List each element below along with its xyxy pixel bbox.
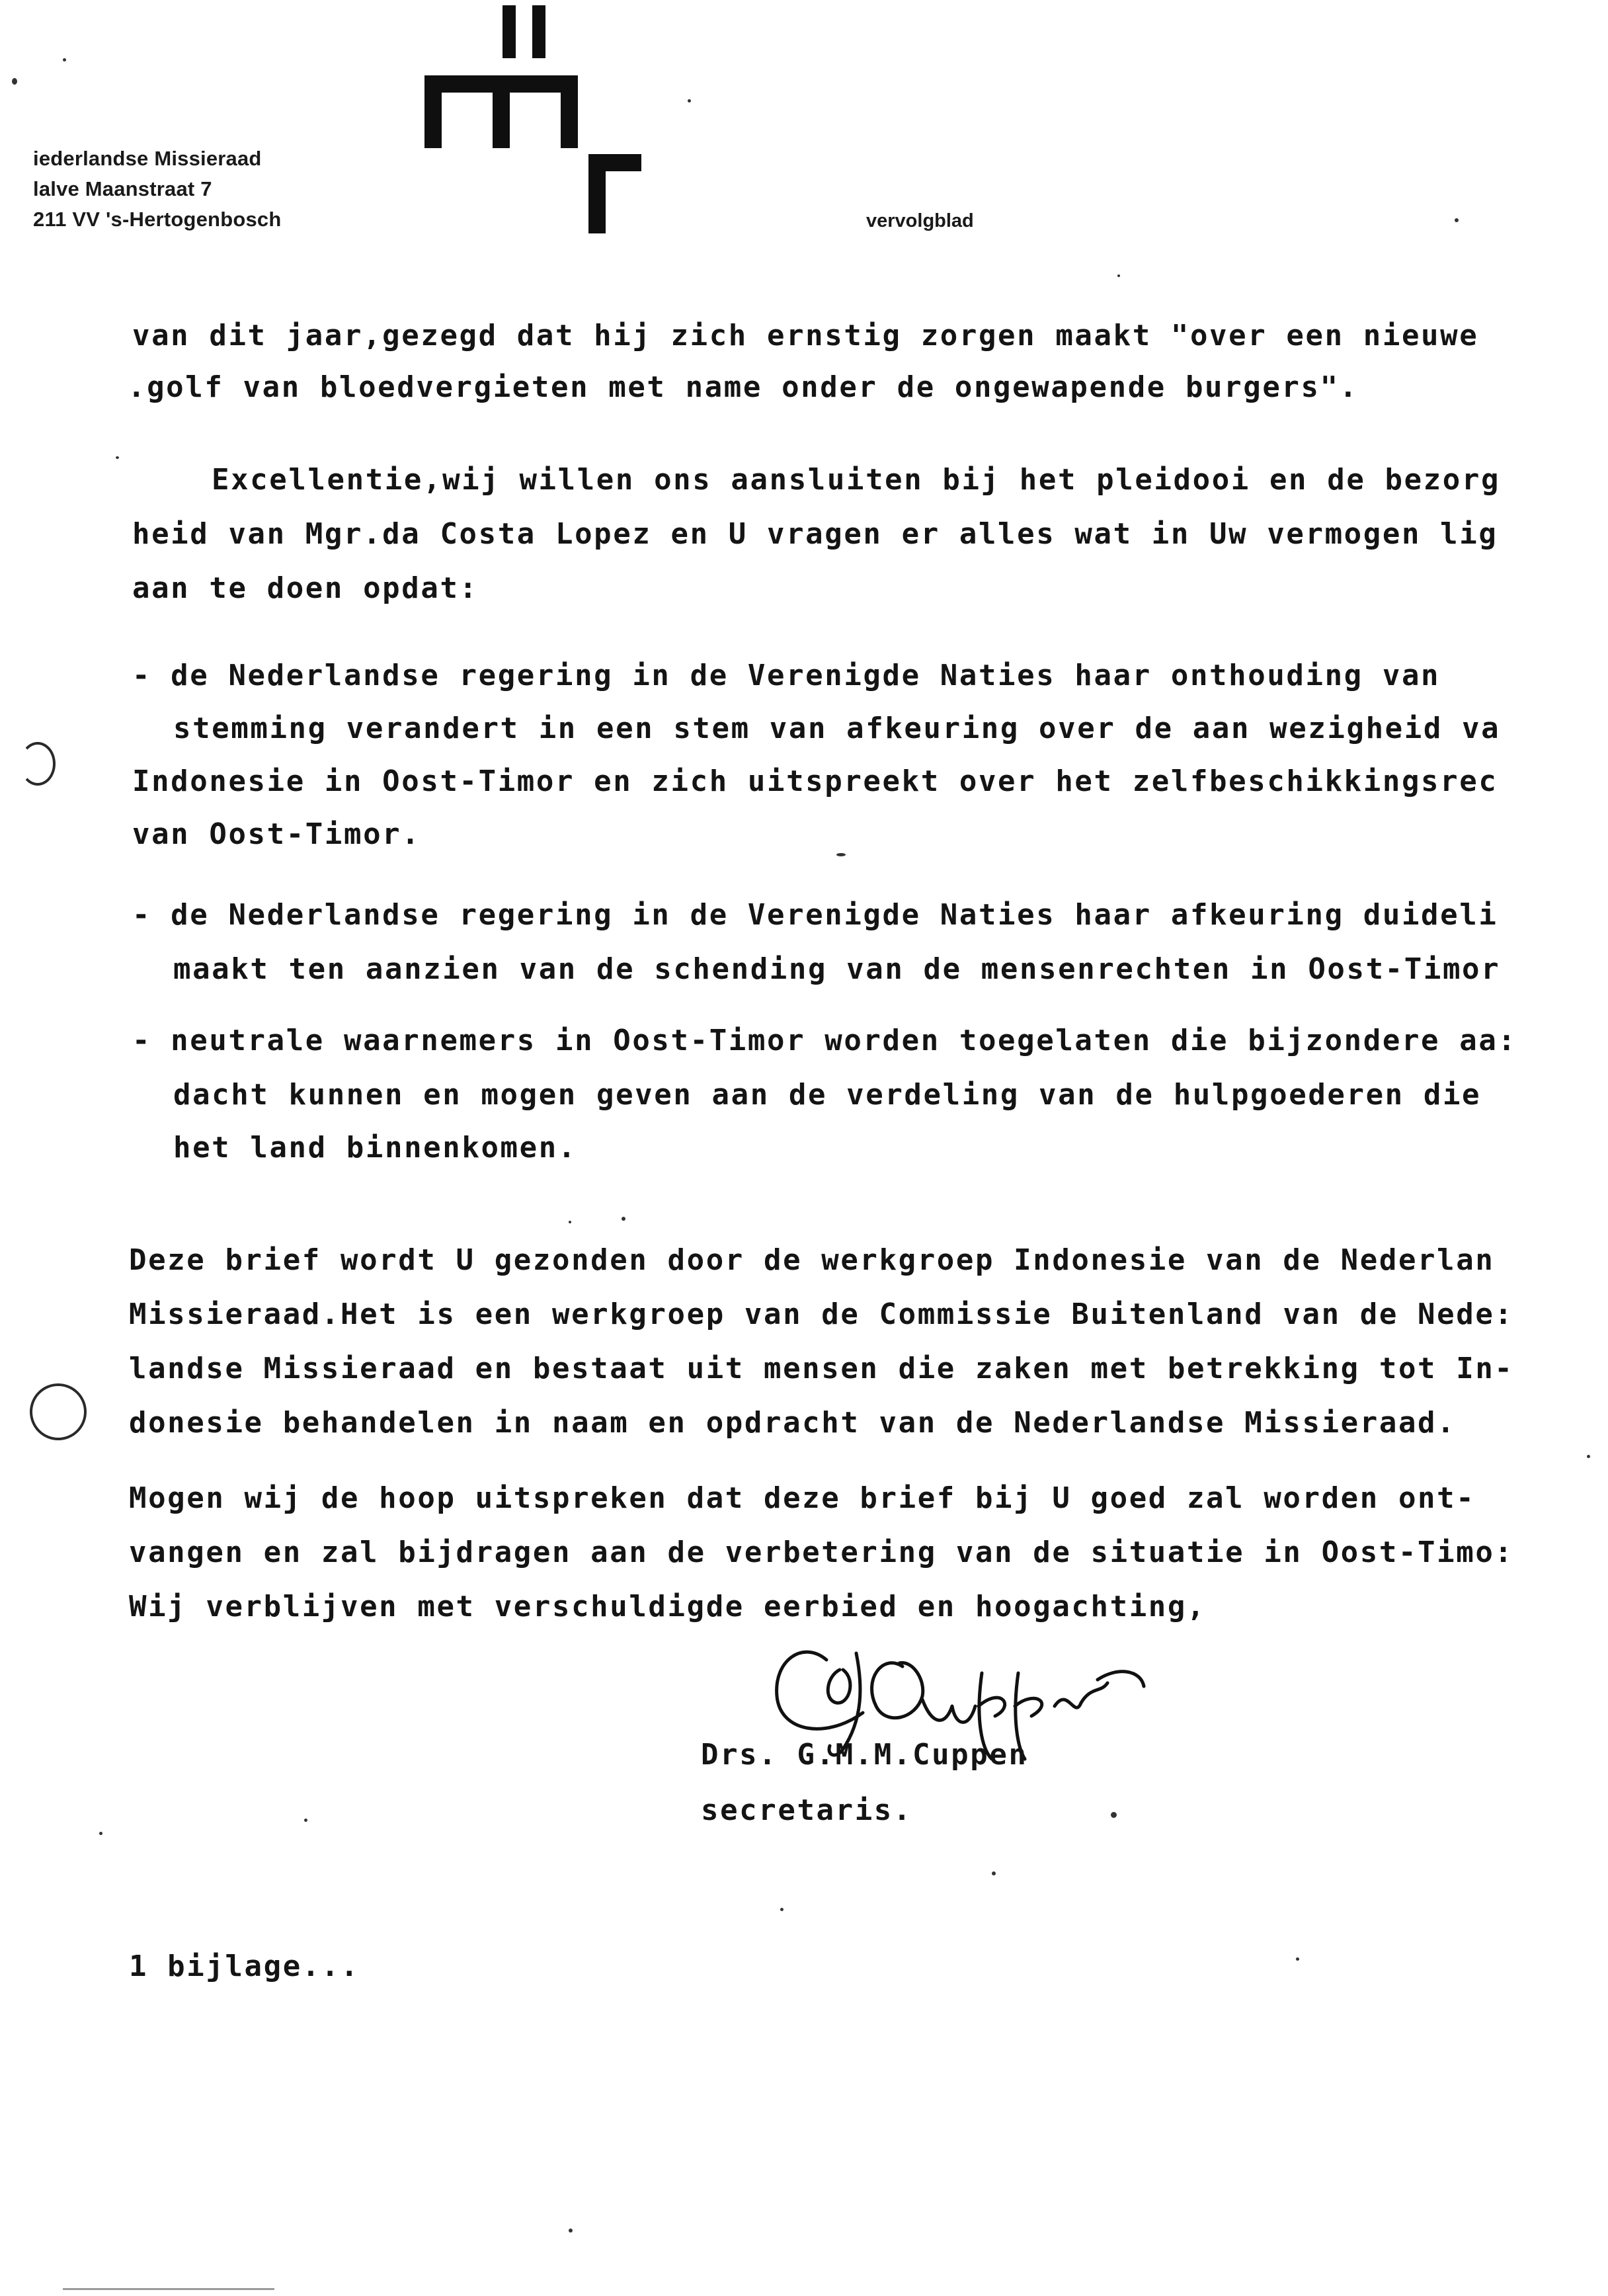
scan-speck xyxy=(688,99,691,102)
body-line: van Oost-Timor. xyxy=(132,817,421,851)
body-line: - de Nederlandse regering in de Verenigde Naties haar onthouding van xyxy=(132,659,1441,692)
scan-edge-line xyxy=(63,2288,274,2290)
body-line: donesie behandelen in naam en opdracht van de Nederlandse Missieraad. xyxy=(129,1406,1457,1440)
scan-speck xyxy=(63,58,66,62)
body-line: Wij verblijven met verschuldigde eerbied en hoogachting, xyxy=(129,1590,1207,1623)
continuation-sheet-label: vervolgblad xyxy=(866,210,974,231)
scan-speck xyxy=(304,1819,307,1822)
body-line: heid van Mgr.da Costa Lopez en U vragen er alles wat in Uw vermogen lig xyxy=(132,517,1498,551)
body-line: Excellentie,wij willen ons aansluiten bij het pleidooi en de bezorg xyxy=(212,463,1501,497)
scan-speck xyxy=(992,1871,996,1875)
punch-hole-mark xyxy=(30,1383,87,1440)
scan-speck xyxy=(116,456,119,459)
body-line: - de Nederlandse regering in de Verenigde Naties haar afkeuring duideli xyxy=(132,898,1498,932)
body-line: dacht kunnen en mogen geven aan de verdeling van de hulpgoederen die xyxy=(173,1078,1482,1112)
scan-speck xyxy=(1111,1812,1117,1818)
enclosure-note: 1 bijlage... xyxy=(129,1949,360,1983)
body-line: - neutrale waarnemers in Oost-Timor worden toegelaten die bijzondere aa: xyxy=(132,1024,1517,1057)
body-line: Indonesie in Oost-Timor en zich uitspreekt over het zelfbeschikkingsrec xyxy=(132,764,1498,798)
scan-speck xyxy=(1455,218,1459,222)
scan-speck xyxy=(1117,274,1120,277)
scan-speck xyxy=(1587,1455,1590,1458)
scan-speck xyxy=(622,1217,625,1221)
body-line: aan te doen opdat: xyxy=(132,571,479,605)
body-line: Missieraad.Het is een werkgroep van de Commissie Buitenland van de Nede: xyxy=(129,1297,1514,1331)
scan-speck xyxy=(569,2229,573,2233)
body-line: het land binnenkomen. xyxy=(173,1131,577,1165)
body-line: maakt ten aanzien van de schending van de mensenrechten in Oost-Timor xyxy=(173,952,1501,986)
scan-speck xyxy=(836,853,846,856)
scan-speck xyxy=(780,1908,784,1911)
body-line: van dit jaar,gezegd dat hij zich ernstig zorgen maakt "over een nieuwe xyxy=(132,319,1479,352)
scan-speck xyxy=(569,1221,571,1223)
body-line: stemming verandert in een stem van afkeuring over de aan wezigheid va xyxy=(173,712,1501,745)
signatory-title: secretaris. xyxy=(701,1793,912,1827)
scan-speck xyxy=(12,78,17,85)
org-city: 211 VV 's-Hertogenbosch xyxy=(33,208,282,231)
signatory-name: Drs. G.M.M.Cuppen xyxy=(701,1738,1028,1772)
body-line: landse Missieraad en bestaat uit mensen die zaken met betrekking tot In- xyxy=(129,1352,1514,1385)
body-line: vangen en zal bijdragen aan de verbetering van de situatie in Oost-Timo: xyxy=(129,1536,1514,1569)
body-line: Mogen wij de hoop uitspreken dat deze brief bij U goed zal worden ont- xyxy=(129,1481,1476,1515)
body-line: .golf van bloedvergieten met name onder de ongewapende burgers". xyxy=(128,370,1359,404)
body-line: Deze brief wordt U gezonden door de werkgroep Indonesie van de Nederlan xyxy=(129,1243,1495,1277)
scan-speck xyxy=(1296,1957,1299,1961)
missieraad-logo-icon xyxy=(423,5,641,233)
org-street: lalve Maanstraat 7 xyxy=(33,177,212,200)
org-name: iederlandse Missieraad xyxy=(33,147,262,170)
punch-hole-mark xyxy=(20,742,56,786)
scan-speck xyxy=(99,1832,102,1835)
